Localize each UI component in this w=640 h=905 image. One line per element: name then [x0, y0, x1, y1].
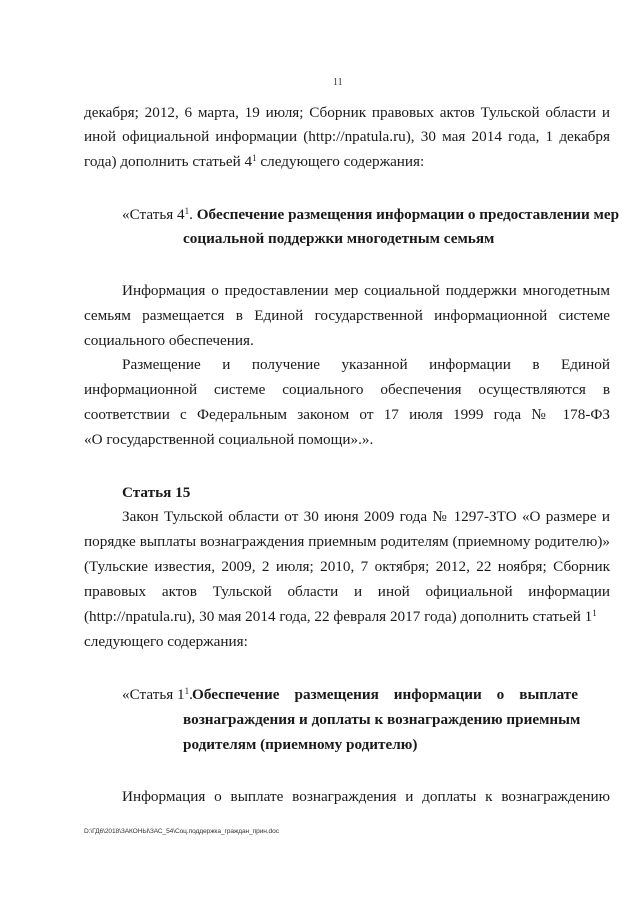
article-15-line-3: (Тульские известия, 2009, 2 июля; 2010, 7 октября; 2012, 22 ноября; Сборник	[84, 558, 610, 575]
article-15-line-4: правовых актов Тульской области и иной официальной информации	[84, 583, 610, 600]
superscript: 1	[184, 686, 190, 696]
paragraph-2-line-3: соответствии с Федеральным законом от 17 июля 1999 года № 178-ФЗ	[84, 406, 610, 423]
article-dot: .	[189, 686, 193, 703]
intro-line-3-text: года) дополнить статьей 4	[84, 153, 253, 170]
article-dot: .	[189, 206, 193, 223]
article-title-line-1: Обеспечение размещения информации о предоставлении мер	[192, 206, 620, 223]
article-1-1-title-line-2: вознаграждения и доплаты к вознаграждению приемным	[183, 711, 581, 728]
article-1-1-title-line-1: Обеспечение размещения информации о выплате	[192, 686, 578, 703]
intro-line-3-tail: следующего содержания:	[256, 153, 425, 170]
page-number: 11	[333, 77, 343, 88]
paragraph-1-line-1: Информация о предоставлении мер социальной поддержки многодетным	[122, 282, 610, 299]
article-prefix: «Статья 1	[122, 686, 185, 703]
intro-line-2: иной официальной информации (http://npatula.ru), 30 мая 2014 года, 1 декабря	[84, 128, 610, 145]
article-4-1-title	[122, 206, 619, 224]
paragraph-1-line-3: социального обеспечения.	[84, 332, 254, 349]
article-15-line-2: порядке выплаты вознаграждения приемным родителям (приемному родителю)»	[84, 533, 610, 550]
article-15-heading: Статья 15	[122, 484, 191, 501]
superscript: 1	[184, 206, 190, 216]
article-15-line-6: следующего содержания:	[84, 633, 248, 650]
paragraph-2-line-1: Размещение и получение указанной информации в Единой	[122, 356, 610, 373]
article-1-1-title-line-3: родителям (приемному родителю)	[183, 736, 418, 753]
article-title-line-2: социальной поддержки многодетным семьям	[183, 230, 495, 247]
intro-line-1: декабря; 2012, 6 марта, 19 июля; Сборник правовых актов Тульской области и	[84, 104, 610, 121]
footer-file-path: D:\ГД6\2018\ЗАКОНЫ\ЗАС_54\Соц.поддержка_граждан_прин.doc	[84, 828, 279, 835]
article-1-1-paragraph-line-1: Информация о выплате вознаграждения и доплаты к вознаграждению	[122, 788, 610, 805]
paragraph-1-line-2: семьям размещается в Единой государственной информационной системе	[84, 307, 610, 324]
superscript: 1	[252, 153, 257, 163]
article-15-line-5-text: (http://npatula.ru), 30 мая 2014 года, 22 февраля 2017 года) дополнить статьей 1	[84, 608, 593, 625]
paragraph-2-line-4: «О государственной социальной помощи».».	[84, 431, 374, 448]
article-1-1-title	[122, 686, 193, 704]
paragraph-2-line-2: информационной системе социального обеспечения осуществляются в	[84, 381, 610, 398]
article-prefix: «Статья 4	[122, 206, 185, 223]
article-15-line-5	[84, 608, 597, 626]
intro-line-3	[84, 153, 424, 171]
article-15-line-1: Закон Тульской области от 30 июня 2009 года № 1297-ЗТО «О размере и	[122, 508, 610, 525]
superscript: 1	[592, 608, 597, 618]
